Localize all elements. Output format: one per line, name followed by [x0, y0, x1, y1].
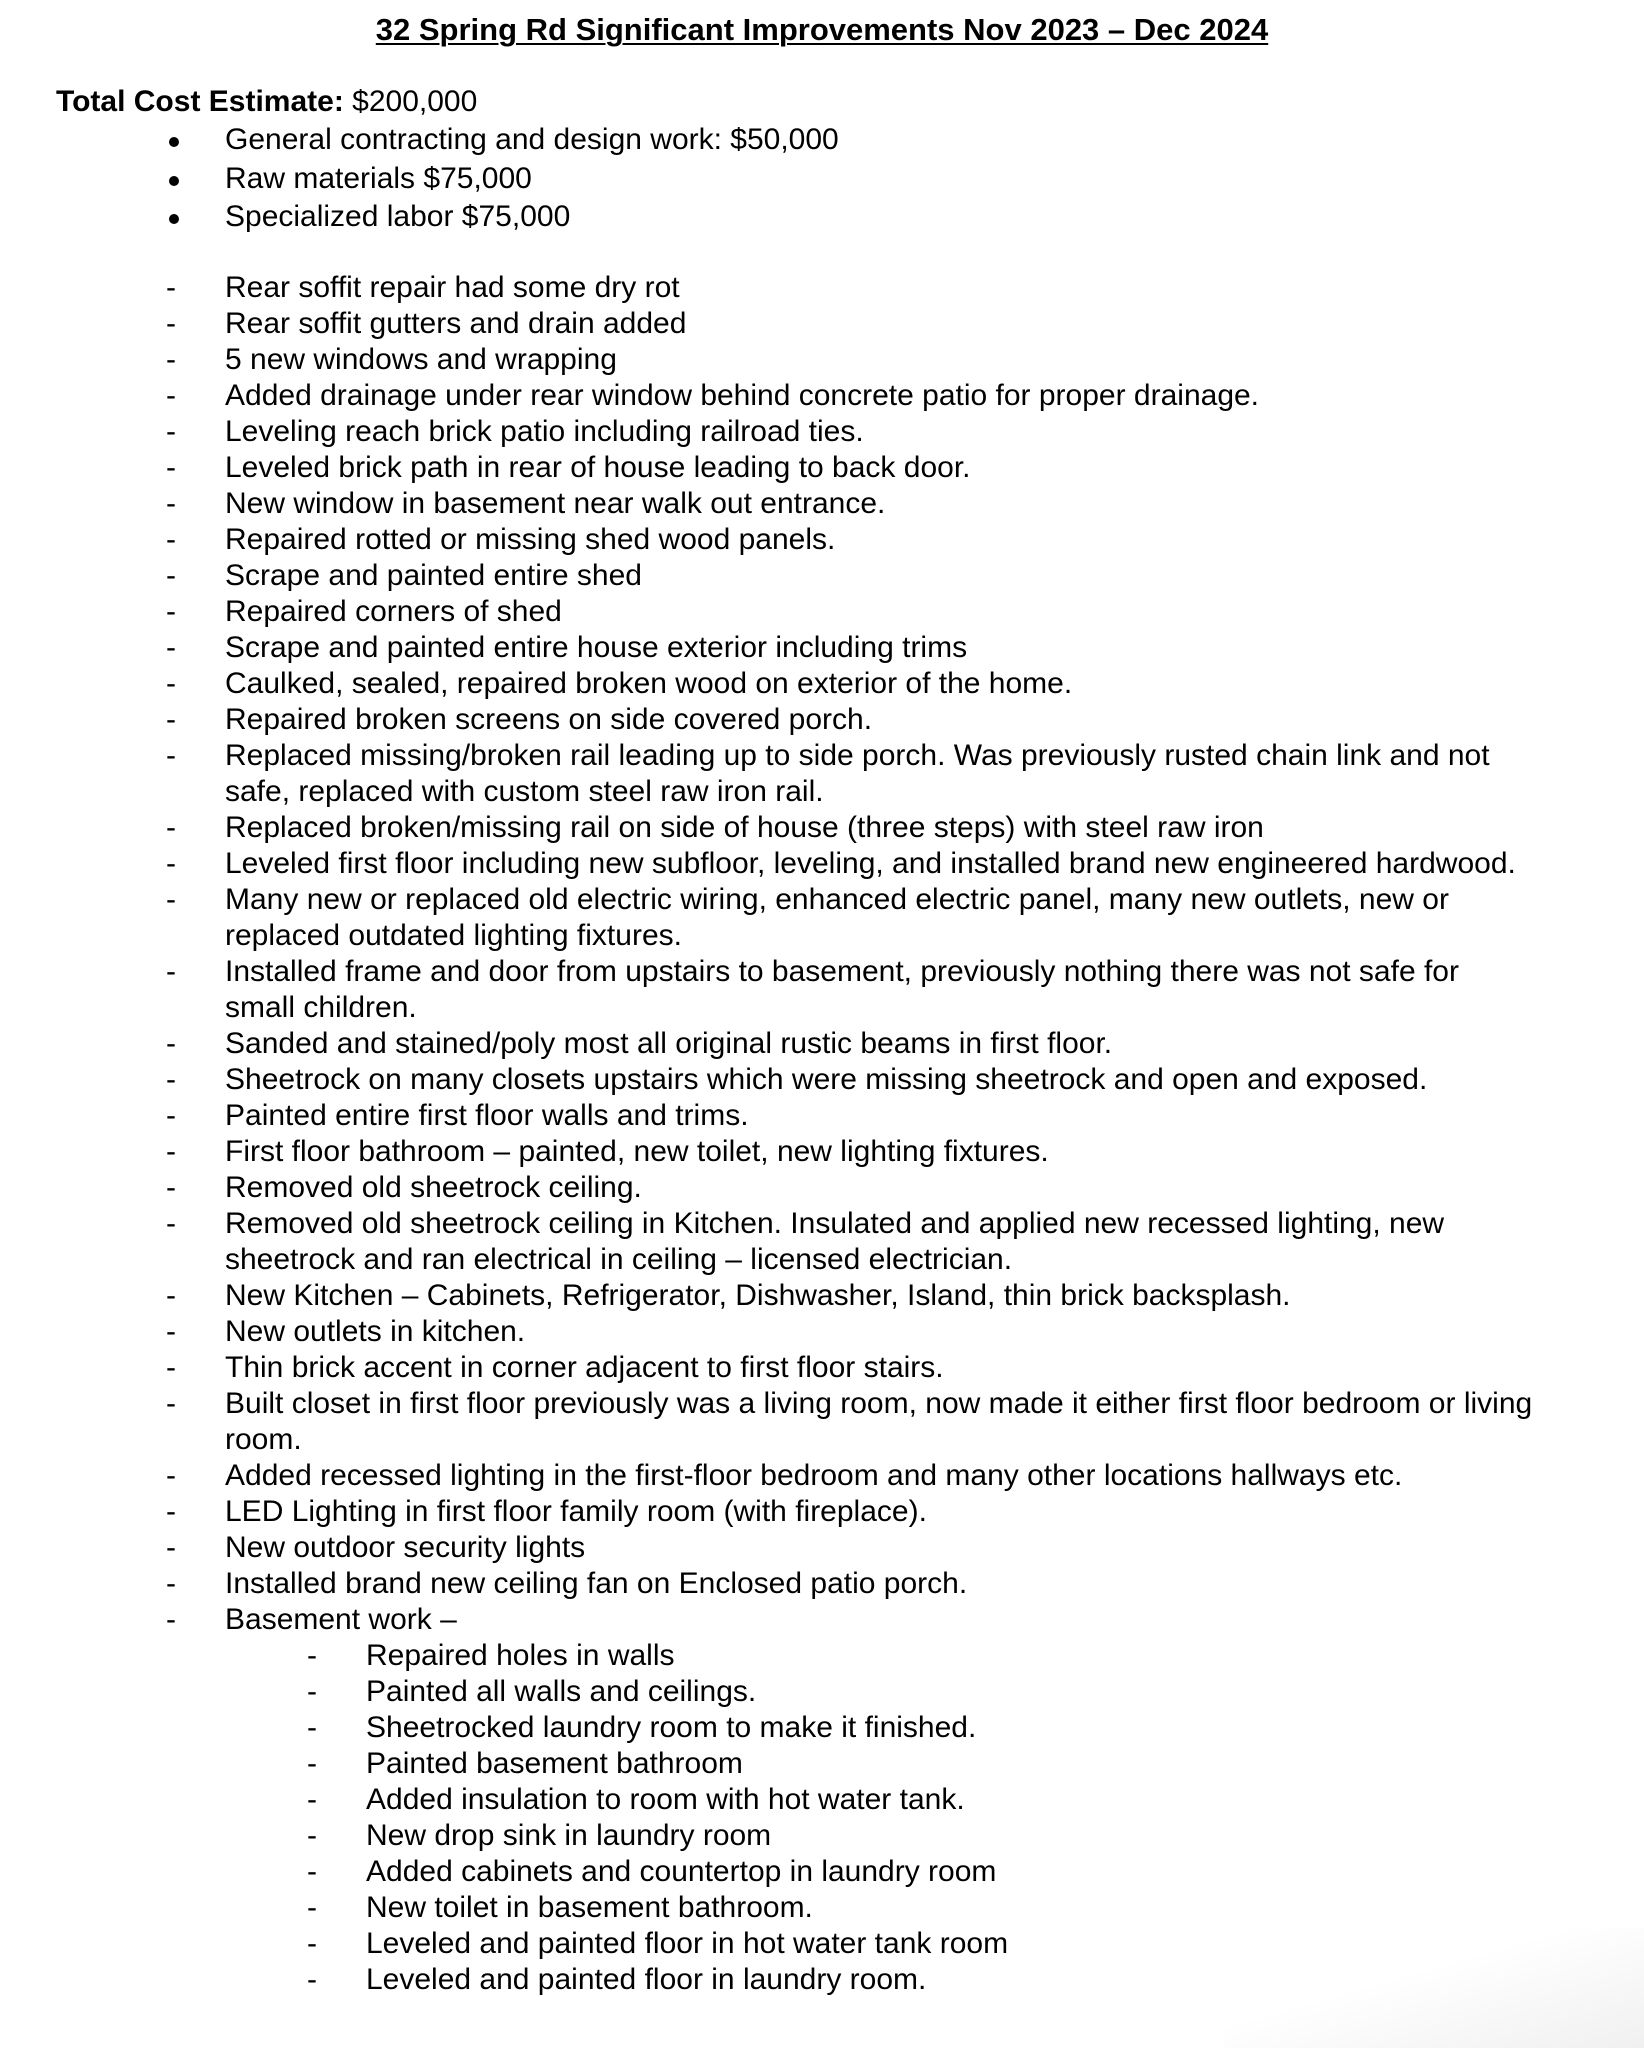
dash-bullet-icon: -: [166, 1171, 176, 1204]
improvement-text: Sheetrock on many closets upstairs which were missing sheetrock and open and exposed.: [225, 1063, 1428, 1096]
dash-bullet-icon: -: [166, 847, 176, 880]
dash-bullet-icon: -: [166, 271, 176, 304]
improvement-item: [0, 378, 1535, 414]
dash-bullet-icon: -: [166, 1027, 176, 1060]
dash-bullet-icon: -: [166, 811, 176, 844]
basement-work-text: Leveled and painted floor in laundry room.: [366, 1963, 927, 1996]
dash-bullet-icon: -: [166, 1279, 176, 1312]
dash-bullet-icon: -: [166, 559, 176, 592]
basement-work-item: [0, 1962, 1536, 1998]
improvement-text: Removed old sheetrock ceiling in Kitchen. Insulated and applied new recessed lighting, new sheetrock and ran electrical in ceiling – licensed electrician.: [225, 1207, 1445, 1276]
dash-bullet-icon: -: [166, 415, 176, 448]
dash-bullet-icon: -: [166, 1531, 176, 1564]
improvement-text: LED Lighting in first floor family room (with fireplace).: [225, 1495, 927, 1528]
basement-work-item: [0, 1710, 1536, 1746]
improvement-item: [0, 1602, 1535, 1638]
improvement-item: [0, 702, 1535, 738]
improvement-item: [0, 306, 1535, 342]
dash-bullet-icon: -: [307, 1711, 317, 1744]
dash-bullet-icon: -: [166, 307, 176, 340]
improvement-text: Repaired corners of shed: [225, 595, 562, 628]
basement-work-text: Repaired holes in walls: [366, 1639, 675, 1672]
improvement-text: Leveling reach brick patio including railroad ties.: [225, 415, 864, 448]
improvements-list: [0, 270, 1536, 1998]
dash-bullet-icon: -: [307, 1747, 317, 1780]
dash-bullet-icon: -: [166, 523, 176, 556]
improvement-text: New outlets in kitchen.: [225, 1315, 526, 1348]
dash-bullet-icon: -: [166, 1603, 176, 1636]
bullet-icon: [169, 176, 179, 186]
improvement-item: [0, 486, 1535, 522]
improvement-text: Rear soffit gutters and drain added: [225, 307, 687, 340]
basement-work-item: [0, 1782, 1536, 1818]
improvement-text: Added recessed lighting in the first-floor bedroom and many other locations hallways etc.: [225, 1459, 1403, 1492]
improvement-item: [0, 1098, 1535, 1134]
improvement-text: Sanded and stained/poly most all original rustic beams in first floor.: [225, 1027, 1113, 1060]
improvement-item: [0, 738, 1535, 810]
improvement-text: Installed brand new ceiling fan on Enclosed patio porch.: [225, 1567, 968, 1600]
dash-bullet-icon: -: [307, 1819, 317, 1852]
dash-bullet-icon: -: [166, 631, 176, 664]
bullet-icon: [169, 214, 179, 224]
basement-work-item: [0, 1818, 1536, 1854]
dash-bullet-icon: -: [166, 1315, 176, 1348]
basement-work-item: [0, 1890, 1536, 1926]
improvement-item: [0, 414, 1535, 450]
improvement-item: [0, 270, 1535, 306]
improvement-item: [0, 1062, 1535, 1098]
cost-breakdown-text: Raw materials $75,000: [225, 161, 532, 195]
total-cost-line: [56, 84, 477, 120]
improvement-text: Rear soffit repair had some dry rot: [225, 271, 680, 304]
dash-bullet-icon: -: [166, 739, 176, 772]
dash-bullet-icon: -: [307, 1855, 317, 1888]
cost-breakdown-list: [0, 121, 839, 237]
dash-bullet-icon: -: [166, 487, 176, 520]
basement-work-text: Painted all walls and ceilings.: [366, 1675, 757, 1708]
improvement-text: Scrape and painted entire shed: [225, 559, 642, 592]
improvement-text: Scrape and painted entire house exterior including trims: [225, 631, 968, 664]
improvement-item: [0, 630, 1535, 666]
dash-bullet-icon: -: [307, 1783, 317, 1816]
dash-bullet-icon: -: [166, 1207, 176, 1240]
improvement-text: New Kitchen – Cabinets, Refrigerator, Dishwasher, Island, thin brick backsplash.: [225, 1279, 1291, 1312]
improvement-item: [0, 1026, 1535, 1062]
dash-bullet-icon: -: [166, 667, 176, 700]
improvement-text: Repaired broken screens on side covered porch.: [225, 703, 873, 736]
improvement-text: New window in basement near walk out entrance.: [225, 487, 886, 520]
improvement-item: [0, 954, 1535, 1026]
basement-work-item: [0, 1926, 1536, 1962]
dash-bullet-icon: -: [307, 1891, 317, 1924]
improvement-item: [0, 342, 1535, 378]
improvement-item: [0, 1530, 1535, 1566]
bullet-icon: [169, 137, 179, 147]
dash-bullet-icon: -: [166, 883, 176, 916]
improvement-item: [0, 1314, 1535, 1350]
dash-bullet-icon: -: [166, 595, 176, 628]
basement-work-item: [0, 1854, 1536, 1890]
cost-breakdown-item: [0, 198, 839, 237]
improvement-text: Leveled brick path in rear of house leading to back door.: [225, 451, 971, 484]
cost-breakdown-item: [0, 160, 839, 199]
improvement-item: [0, 1386, 1535, 1458]
improvement-text: Installed frame and door from upstairs to basement, previously nothing there was not safe for small children.: [225, 955, 1459, 1024]
improvement-text: New outdoor security lights: [225, 1531, 586, 1564]
dash-bullet-icon: -: [166, 379, 176, 412]
basement-work-text: Leveled and painted floor in hot water tank room: [366, 1927, 1009, 1960]
cost-breakdown-item: [0, 121, 839, 160]
improvement-item: [0, 1494, 1535, 1530]
improvement-text: Replaced missing/broken rail leading up to side porch. Was previously rusted chain link and not safe, replaced with custom steel raw iron rail.: [225, 739, 1490, 808]
improvement-text: Painted entire first floor walls and trims.: [225, 1099, 749, 1132]
improvement-item: [0, 846, 1535, 882]
improvement-item: [0, 666, 1535, 702]
dash-bullet-icon: -: [166, 1063, 176, 1096]
improvement-text: 5 new windows and wrapping: [225, 343, 617, 376]
basement-work-text: Painted basement bathroom: [366, 1747, 743, 1780]
improvement-text: Repaired rotted or missing shed wood panels.: [225, 523, 836, 556]
total-cost-label: Total Cost Estimate:: [56, 85, 344, 118]
improvement-text: Added drainage under rear window behind concrete patio for proper drainage.: [225, 379, 1260, 412]
basement-work-item: [0, 1674, 1536, 1710]
dash-bullet-icon: -: [307, 1927, 317, 1960]
dash-bullet-icon: -: [166, 1567, 176, 1600]
dash-bullet-icon: -: [166, 451, 176, 484]
improvement-text: First floor bathroom – painted, new toilet, new lighting fixtures.: [225, 1135, 1049, 1168]
cost-breakdown-text: Specialized labor $75,000: [225, 200, 571, 233]
improvement-item: [0, 594, 1535, 630]
dash-bullet-icon: -: [166, 343, 176, 376]
dash-bullet-icon: -: [166, 1351, 176, 1384]
basement-work-text: Sheetrocked laundry room to make it finished.: [366, 1711, 977, 1744]
improvement-item: [0, 1206, 1535, 1278]
improvement-item: [0, 522, 1535, 558]
dash-bullet-icon: -: [166, 1387, 176, 1420]
basement-work-text: Added insulation to room with hot water tank.: [366, 1783, 965, 1816]
improvement-text: Thin brick accent in corner adjacent to first floor stairs.: [225, 1351, 944, 1384]
improvement-item: [0, 1134, 1535, 1170]
basement-work-text: Added cabinets and countertop in laundry room: [366, 1855, 997, 1888]
improvement-text: Built closet in first floor previously was a living room, now made it either first floor bedroom or living room.: [225, 1387, 1533, 1456]
improvement-text: Replaced broken/missing rail on side of house (three steps) with steel raw iron: [225, 811, 1264, 844]
dash-bullet-icon: -: [166, 703, 176, 736]
improvement-item: [0, 882, 1535, 954]
basement-work-item: [0, 1638, 1536, 1674]
improvement-text: Basement work –: [225, 1603, 457, 1636]
dash-bullet-icon: -: [307, 1963, 317, 1996]
cost-breakdown-text: General contracting and design work: $50,000: [225, 123, 839, 156]
dash-bullet-icon: -: [307, 1639, 317, 1672]
dash-bullet-icon: -: [166, 1495, 176, 1528]
dash-bullet-icon: -: [166, 1099, 176, 1132]
improvement-text: Leveled first floor including new subfloor, leveling, and installed brand new engineered hardwood.: [225, 847, 1516, 880]
improvement-item: [0, 1170, 1535, 1206]
improvement-item: [0, 558, 1535, 594]
dash-bullet-icon: -: [166, 1135, 176, 1168]
improvement-text: Many new or replaced old electric wiring, enhanced electric panel, many new outlets, new or replaced outdated lighting fixtures.: [225, 883, 1449, 952]
total-cost-value: $200,000: [343, 85, 478, 118]
basement-work-item: [0, 1746, 1536, 1782]
dash-bullet-icon: -: [307, 1675, 317, 1708]
basement-work-text: New drop sink in laundry room: [366, 1819, 772, 1852]
dash-bullet-icon: -: [166, 955, 176, 988]
improvement-item: [0, 1278, 1535, 1314]
improvement-item: [0, 810, 1535, 846]
improvement-text: Removed old sheetrock ceiling.: [225, 1171, 642, 1204]
basement-work-text: New toilet in basement bathroom.: [366, 1891, 813, 1924]
improvement-item: [0, 1566, 1535, 1602]
improvement-item: [0, 1458, 1535, 1494]
dash-bullet-icon: -: [166, 1459, 176, 1492]
improvement-text: Caulked, sealed, repaired broken wood on exterior of the home.: [225, 667, 1073, 700]
improvement-item: [0, 1350, 1535, 1386]
improvement-item: [0, 450, 1535, 486]
document-title: 32 Spring Rd Significant Improvements Nov 2023 – Dec 2024: [375, 12, 1269, 47]
